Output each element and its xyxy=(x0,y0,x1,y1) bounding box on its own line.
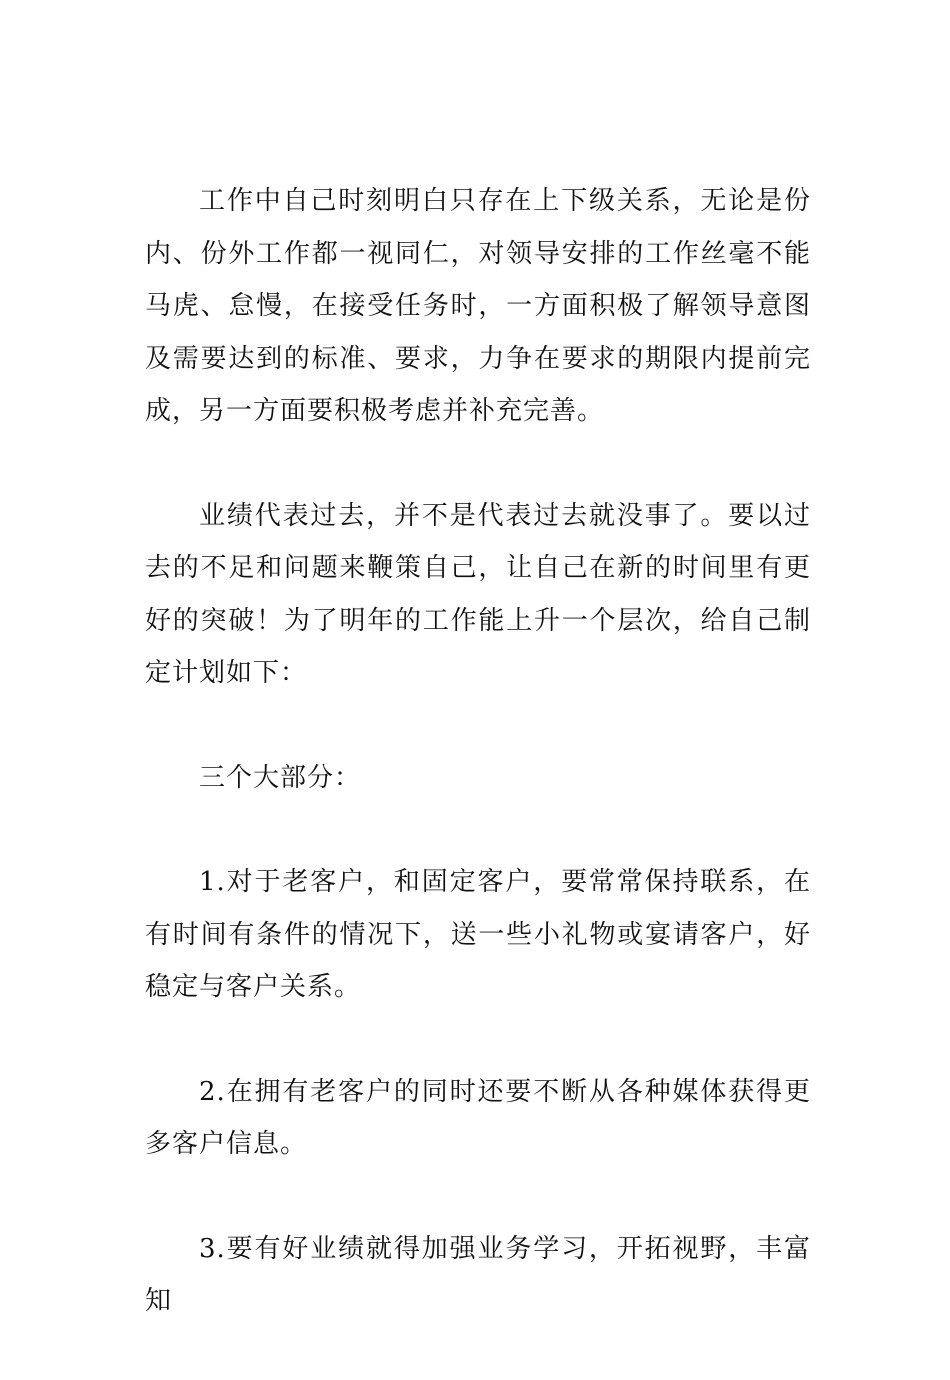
paragraph-plan-item-2: 2.在拥有老客户的同时还要不断从各种媒体获得更多客户信息。 xyxy=(145,1076,811,1159)
document-body xyxy=(145,175,811,1380)
paragraph-three-parts-heading: 三个大部分： xyxy=(199,762,362,793)
paragraph-work-attitude: 工作中自己时刻明白只存在上下级关系，无论是份内、份外工作都一视同仁，对领导安排的工作丝毫不能马虎、怠慢，在接受任务时，一方面积极了解领导意图及需要达到的标准、要求，力争在要求的期限内提前完成，另一方面要积极考虑并补充完善。 xyxy=(145,186,811,426)
paragraph-performance: 业绩代表过去，并不是代表过去就没事了。要以过去的不足和问题来鞭策自己，让自己在新的时间里有更好的突破！为了明年的工作能上升一个层次，给自己制定计划如下： xyxy=(145,500,811,688)
paragraph-plan-item-1: 1.对于老客户，和固定客户，要常常保持联系，在有时间有条件的情况下，送一些小礼物或宴请客户，好稳定与客户关系。 xyxy=(145,867,811,1002)
paragraph-plan-item-3: 3.要有好业绩就得加强业务学习，开拓视野，丰富知 xyxy=(145,1233,811,1316)
